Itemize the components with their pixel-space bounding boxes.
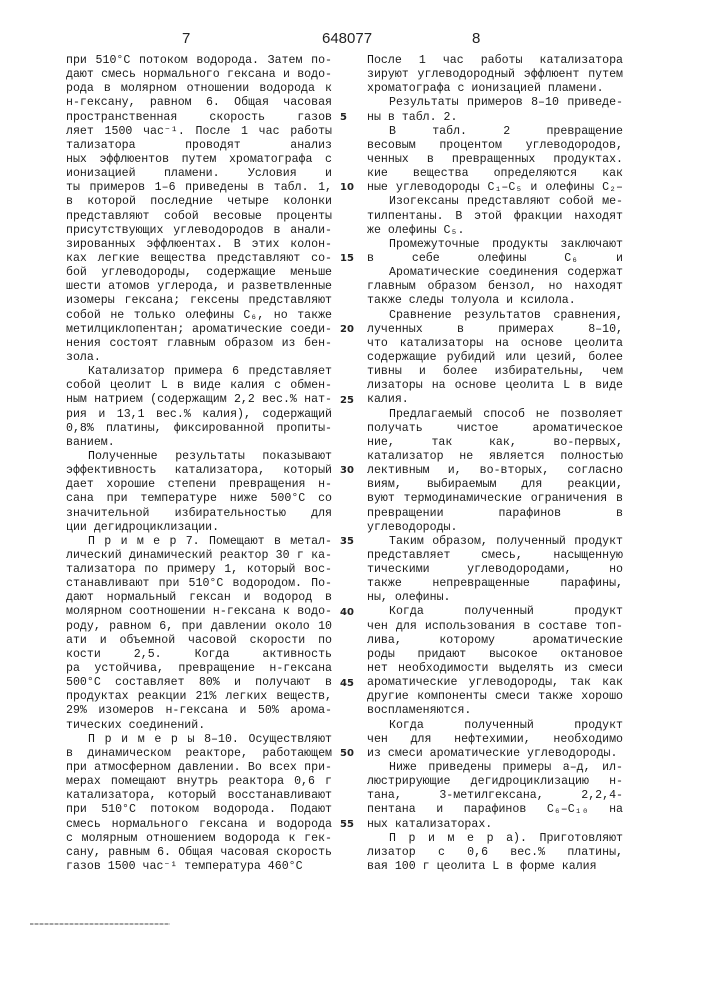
text-line: смесь нормального гексана и водорода xyxy=(66,818,332,832)
text-line: Сравнение результатов сравнения, xyxy=(367,309,623,323)
text-line: рия и 13,1 вес.% калия), содержащий xyxy=(66,408,332,422)
text-line: ные углеводороды C₁–C₅ и олефины C₂– xyxy=(367,181,623,195)
text-line: П р и м е р ы 8–10. Осуществляют xyxy=(66,733,332,747)
text-line: ченных в превращенных продуктах. xyxy=(367,153,623,167)
text-line: Полученные результаты показывают xyxy=(66,450,332,464)
text-line: молярном соотношении н-гексана к водо- xyxy=(66,605,332,619)
text-line: роду, равном 6, при давлении около 10 xyxy=(66,620,332,634)
text-line: ляет 1500 час⁻¹. После 1 час работы xyxy=(66,125,332,139)
line-number: 55 xyxy=(340,818,354,832)
text-line: изомеры гексана; гексены представляют xyxy=(66,294,332,308)
text-line: дают нормальный гексан и водород в xyxy=(66,591,332,605)
text-line: представляет смесь, насыщенную xyxy=(367,549,623,563)
line-number: 10 xyxy=(340,181,354,195)
scan-artifact xyxy=(30,923,170,925)
text-line: тализатора проводят анализ xyxy=(66,139,332,153)
text-line: значительной избирательностью для xyxy=(66,507,332,521)
text-line: ны в табл. 2. xyxy=(367,111,623,125)
text-line: кости 2,5. Когда активность xyxy=(66,648,332,662)
text-line: н-гексану, равном 6. Общая часовая xyxy=(66,96,332,110)
page-number-left: 7 xyxy=(182,30,190,47)
text-line: ати и объемной часовой скорости по xyxy=(66,634,332,648)
text-line: лизатор с 0,6 вес.% платины, xyxy=(367,846,623,860)
text-line: П р и м е р а). Приготовляют xyxy=(367,832,623,846)
page-number-right: 8 xyxy=(472,30,480,47)
text-line: 0,8% платины, фиксированной пропиты- xyxy=(66,422,332,436)
text-line: чен для нефтехимии, необходимо xyxy=(367,733,623,747)
text-line: лученных в примерах 8–10, xyxy=(367,323,623,337)
text-line: также следы толуола и ксилола. xyxy=(367,294,623,308)
text-line: шести атомов углерода, и разветвленные xyxy=(66,280,332,294)
text-line: лический динамический реактор 30 г ка- xyxy=(66,549,332,563)
paragraph xyxy=(367,832,623,874)
line-number: 5 xyxy=(340,111,347,125)
text-line: лизаторы на основе цеолита L в виде xyxy=(367,379,623,393)
text-line: в которой последние четыре колонки xyxy=(66,195,332,209)
text-line: станавливают при 510°C водородом. По- xyxy=(66,577,332,591)
text-line: также непревращенные парафины, xyxy=(367,577,623,591)
line-number: 30 xyxy=(340,464,354,478)
text-line: весовым процентом углеводородов, xyxy=(367,139,623,153)
text-line: люстрирующие дегидроциклизацию н- xyxy=(367,775,623,789)
paragraph xyxy=(66,365,332,450)
paragraph xyxy=(367,309,623,408)
text-line: же олефины C₅. xyxy=(367,224,623,238)
text-line: нет необходимости выделять из смеси xyxy=(367,662,623,676)
paragraph xyxy=(66,535,332,733)
text-line: Промежуточные продукты заключают xyxy=(367,238,623,252)
text-line: сану, равным 6. Общая часовая скорость xyxy=(66,846,332,860)
line-number: 25 xyxy=(340,394,354,408)
line-number: 45 xyxy=(340,677,354,691)
text-line: ние, так как, во-первых, xyxy=(367,436,623,450)
paragraph xyxy=(367,719,623,761)
text-line: пространственная скорость газов xyxy=(66,111,332,125)
right-text-column xyxy=(367,54,623,874)
text-line: с молярным отношением водорода к гек- xyxy=(66,832,332,846)
text-line: Изогексаны представляют собой ме- xyxy=(367,195,623,209)
text-line: при атмосферном давлении. Во всех при- xyxy=(66,761,332,775)
text-line: рода в молярном отношении водорода к xyxy=(66,82,332,96)
paragraph xyxy=(66,54,332,365)
text-line: чен для использования в составе топ- xyxy=(367,620,623,634)
text-line: метилциклопентан; ароматические соеди- xyxy=(66,323,332,337)
paragraph xyxy=(66,733,332,874)
text-line: бой углеводороды, содержащие меньше xyxy=(66,266,332,280)
text-line: из смеси ароматические углеводороды. xyxy=(367,747,623,761)
text-line: ках легкие вещества представляют со- xyxy=(66,252,332,266)
line-number: 20 xyxy=(340,323,354,337)
paragraph xyxy=(367,266,623,308)
paragraph xyxy=(367,96,623,124)
text-line: П р и м е р 7. Помещают в метал- xyxy=(66,535,332,549)
text-line: ным натрием (содержащим 2,2 вес.% нат- xyxy=(66,393,332,407)
paragraph xyxy=(367,761,623,832)
text-line: присутствующих углеводородов в анали- xyxy=(66,224,332,238)
text-line: 29% изомеров н-гексана и 50% арома- xyxy=(66,704,332,718)
text-line: ванием. xyxy=(66,436,332,450)
text-line: вая 100 г цеолита L в форме калия xyxy=(367,860,623,874)
text-line: тализатора по примеру 1, который вос- xyxy=(66,563,332,577)
text-line: вуют термодинамические ограничения в xyxy=(367,492,623,506)
text-line: ты примеров 1–6 приведены в табл. 1, xyxy=(66,181,332,195)
text-line: роды придают высокое октановое xyxy=(367,648,623,662)
text-line: виям, выбираемым для реакции, xyxy=(367,478,623,492)
paragraph xyxy=(367,195,623,237)
text-line: тическими углеводородами, но xyxy=(367,563,623,577)
text-line: лива, которому ароматические xyxy=(367,634,623,648)
text-line: катализатор не является полностью xyxy=(367,450,623,464)
line-number: 35 xyxy=(340,535,354,549)
text-line: ных катализаторах. xyxy=(367,818,623,832)
text-line: сана при температуре ниже 500°C со xyxy=(66,492,332,506)
paragraph xyxy=(367,54,623,96)
patent-number: 648077 xyxy=(322,30,372,47)
text-line: продуктах реакции 21% легких веществ, xyxy=(66,690,332,704)
line-number: 50 xyxy=(340,747,354,761)
text-line: 500°C составляет 80% и получают в xyxy=(66,676,332,690)
text-line: зола. xyxy=(66,351,332,365)
line-number: 15 xyxy=(340,252,354,266)
text-line: представляют собой весовые проценты xyxy=(66,210,332,224)
text-line: мерах помещают внутрь реактора 0,6 г xyxy=(66,775,332,789)
text-line: зируют углеводородный эффлюент путем xyxy=(367,68,623,82)
paragraph xyxy=(367,125,623,196)
text-line: пентана и парафинов C₆–C₁₀ на xyxy=(367,803,623,817)
text-line: при 510°C потоком водорода. Затем по- xyxy=(66,54,332,68)
text-line: ных эффлюентов путем хроматографа с xyxy=(66,153,332,167)
text-line: что катализаторы на основе цеолита xyxy=(367,337,623,351)
text-line: собой не только олефины C₆, но также xyxy=(66,309,332,323)
text-line: катализатора, который восстанавливают xyxy=(66,789,332,803)
left-text-column xyxy=(66,54,332,874)
text-line: ионизацией пламени. Условия и xyxy=(66,167,332,181)
text-line: эффективность катализатора, который xyxy=(66,464,332,478)
text-line: Ароматические соединения содержат xyxy=(367,266,623,280)
text-line: кие вещества определяются как xyxy=(367,167,623,181)
text-line: Когда полученный продукт xyxy=(367,719,623,733)
paragraph xyxy=(66,450,332,535)
paragraph xyxy=(367,238,623,266)
text-line: получать чистое ароматическое xyxy=(367,422,623,436)
text-line: Предлагаемый способ не позволяет xyxy=(367,408,623,422)
text-line: зированных эффлюентах. В этих колон- xyxy=(66,238,332,252)
paragraph xyxy=(367,535,623,606)
text-line: дает хорошие степени превращения н- xyxy=(66,478,332,492)
text-line: дают смесь нормального гексана и водо- xyxy=(66,68,332,82)
text-line: содержащие рубидий или цезий, более xyxy=(367,351,623,365)
text-line: ны, олефины. xyxy=(367,591,623,605)
text-line: собой цеолит L в виде калия с обмен- xyxy=(66,379,332,393)
text-line: Катализатор примера 6 представляет xyxy=(66,365,332,379)
text-line: тана, 3-метилгексана, 2,2,4- xyxy=(367,789,623,803)
text-line: при 510°C потоком водорода. Подают xyxy=(66,803,332,817)
text-line: Ниже приведены примеры а–д, ил- xyxy=(367,761,623,775)
text-line: воспламеняются. xyxy=(367,704,623,718)
line-number: 40 xyxy=(340,606,354,620)
text-line: В табл. 2 превращение xyxy=(367,125,623,139)
text-line: в себе олефины C₆ и xyxy=(367,252,623,266)
text-line: ра устойчива, превращение н-гексана xyxy=(66,662,332,676)
text-line: Таким образом, полученный продукт xyxy=(367,535,623,549)
text-line: другие компоненты смеси также хорошо xyxy=(367,690,623,704)
text-line: тических соединений. xyxy=(66,719,332,733)
text-line: в динамическом реакторе, работающем xyxy=(66,747,332,761)
text-line: Когда полученный продукт xyxy=(367,605,623,619)
text-line: тилпентаны. В этой фракции находят xyxy=(367,210,623,224)
text-line: нения состоят главным образом из бен- xyxy=(66,337,332,351)
text-line: Результаты примеров 8–10 приведе- xyxy=(367,96,623,110)
text-line: ароматические углеводороды, так как xyxy=(367,676,623,690)
text-line: углеводороды. xyxy=(367,521,623,535)
text-line: хроматографа с ионизацией пламени. xyxy=(367,82,623,96)
text-line: лективным и, во-вторых, согласно xyxy=(367,464,623,478)
text-line: превращении парафинов в xyxy=(367,507,623,521)
text-line: калия. xyxy=(367,393,623,407)
text-line: ции дегидроциклизации. xyxy=(66,521,332,535)
text-line: тивны и более избирательны, чем xyxy=(367,365,623,379)
paragraph xyxy=(367,408,623,535)
text-line: газов 1500 час⁻¹ температура 460°C xyxy=(66,860,332,874)
text-line: главным образом бензол, но находят xyxy=(367,280,623,294)
text-line: После 1 час работы катализатора xyxy=(367,54,623,68)
paragraph xyxy=(367,605,623,718)
